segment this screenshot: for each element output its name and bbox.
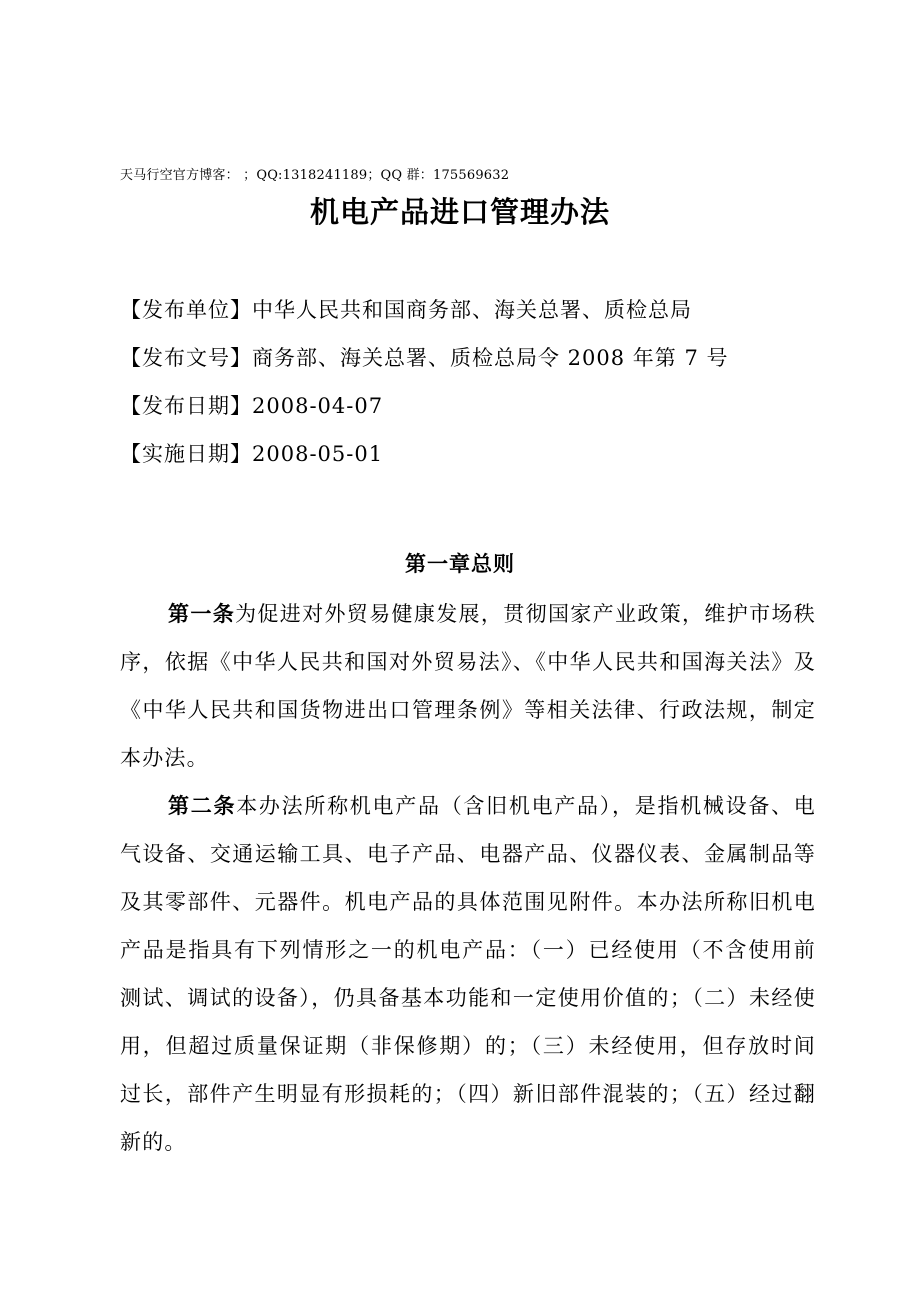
meta-effective-date-label: 【实施日期】: [120, 442, 252, 466]
meta-effective-date: [120, 430, 729, 478]
meta-publish-date: [120, 382, 729, 430]
meta-doc-number-value: 商务部、海关总署、质检总局令 2008 年第 7 号: [252, 346, 729, 370]
article-1-label: 第一条: [168, 602, 236, 626]
article-1: [120, 590, 816, 782]
meta-doc-number-label: 【发布文号】: [120, 346, 252, 370]
article-2: [120, 782, 816, 1166]
document-title: 机电产品进口管理办法: [309, 195, 610, 229]
meta-publish-date-label: 【发布日期】: [120, 394, 252, 418]
meta-issuer-label: 【发布单位】: [120, 298, 252, 322]
meta-doc-number: [120, 334, 729, 382]
chapter-heading: 第一章总则: [405, 552, 515, 576]
article-1-text: 为促进对外贸易健康发展，贯彻国家产业政策，维护市场秩序，依据《中华人民共和国对外贸易法》、《中华人民共和国海关法》及《中华人民共和国货物进出口管理条例》等相关法律、行政法规，制定本办法。: [120, 602, 816, 770]
meta-issuer-value: 中华人民共和国商务部、海关总署、质检总局: [252, 298, 692, 322]
document-body: [120, 590, 816, 1166]
article-2-text: 本办法所称机电产品（含旧机电产品），是指机械设备、电气设备、交通运输工具、电子产品、电器产品、仪器仪表、金属制品等及其零部件、元器件。机电产品的具体范围见附件。本办法所称旧机电产品是指具有下列情形之一的机电产品：（一）已经使用（不含使用前测试、调试的设备），仍具备基本功能和一定使用价值的；（二）未经使用，但超过质量保证期（非保修期）的；（三）未经使用，但存放时间过长，部件产生明显有形损耗的；（四）新旧部件混装的；（五）经过翻新的。: [120, 794, 816, 1154]
article-2-label: 第二条: [168, 794, 237, 818]
header-note: 天马行空官方博客： ；QQ:1318241189；QQ 群：175569632: [120, 168, 510, 183]
meta-issuer: [120, 286, 729, 334]
publication-metadata: [120, 286, 729, 478]
meta-effective-date-value: 2008-05-01: [252, 442, 384, 466]
meta-publish-date-value: 2008-04-07: [252, 394, 384, 418]
